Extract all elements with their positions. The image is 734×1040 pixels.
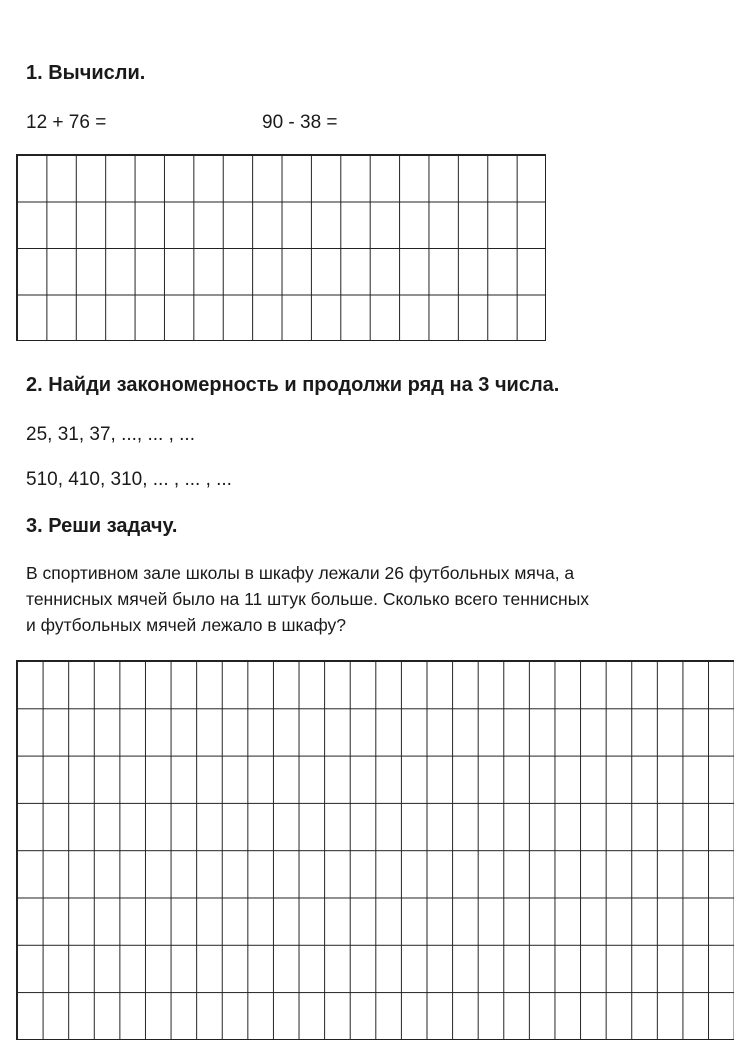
task2-heading: 2. Найди закономерность и продолжи ряд на 3 числа. <box>26 374 560 396</box>
problem-line: В спортивном зале школы в шкафу лежали 26 футбольных мяча, а <box>26 563 575 583</box>
problem-line: теннисных мячей было на 11 штук больше. Сколько всего теннисных <box>26 589 590 609</box>
problem-line: и футбольных мячей лежало в шкафу? <box>26 615 346 635</box>
task1-heading: 1. Вычисли. <box>26 62 146 84</box>
expression-subtraction: 90 - 38 = <box>262 112 338 133</box>
problem-statement <box>26 560 726 638</box>
task3-heading: 3. Реши задачу. <box>26 515 178 537</box>
number-series-1: 25, 31, 37, ..., ... , ... <box>26 424 195 445</box>
answer-grid-task3[interactable] <box>16 660 734 1040</box>
answer-grid-task1[interactable] <box>16 154 546 341</box>
number-series-2: 510, 410, 310, ... , ... , ... <box>26 469 232 490</box>
expression-addition: 12 + 76 = <box>26 112 107 133</box>
